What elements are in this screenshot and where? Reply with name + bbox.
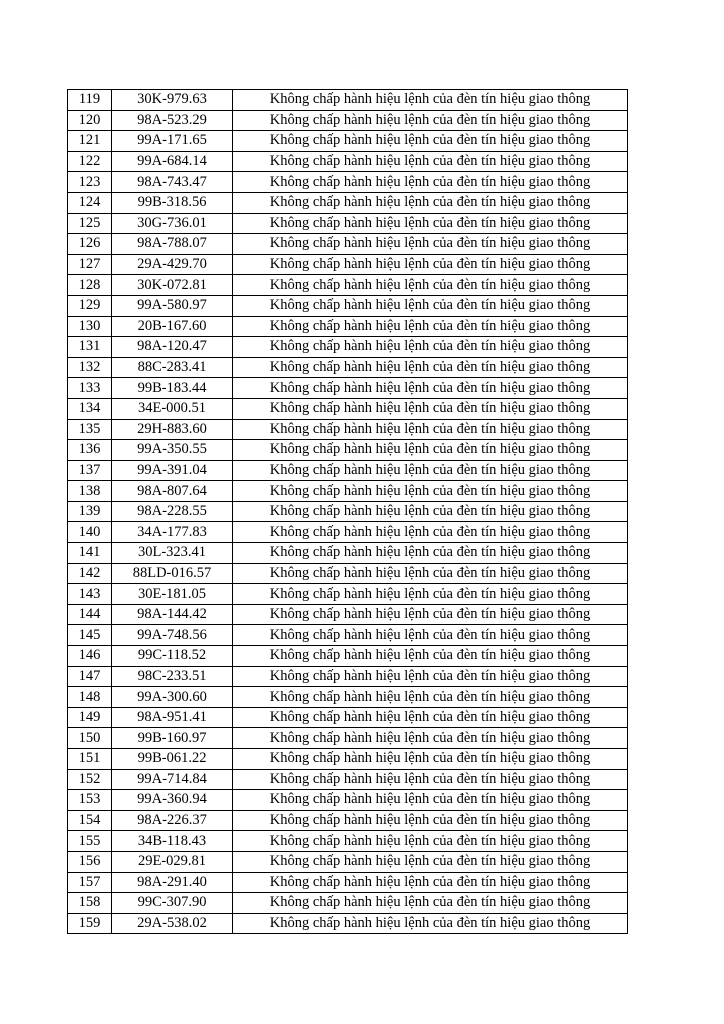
row-number-cell: 130 (68, 316, 112, 337)
license-plate-cell: 29H-883.60 (112, 419, 233, 440)
license-plate-cell: 30L-323.41 (112, 543, 233, 564)
violation-description-cell: Không chấp hành hiệu lệnh của đèn tín hiệu giao thông (233, 172, 628, 193)
license-plate-cell: 88C-283.41 (112, 357, 233, 378)
violation-description-cell: Không chấp hành hiệu lệnh của đèn tín hiệu giao thông (233, 893, 628, 914)
table-row (68, 831, 628, 852)
license-plate-cell: 29A-538.02 (112, 913, 233, 934)
table-row (68, 749, 628, 770)
table-row (68, 192, 628, 213)
row-number-cell: 154 (68, 810, 112, 831)
violation-description-cell: Không chấp hành hiệu lệnh của đèn tín hiệu giao thông (233, 810, 628, 831)
table-row (68, 131, 628, 152)
violations-table (67, 89, 628, 934)
table-row (68, 90, 628, 111)
violation-description-cell: Không chấp hành hiệu lệnh của đèn tín hiệu giao thông (233, 90, 628, 111)
table-row (68, 522, 628, 543)
table-row (68, 419, 628, 440)
table-row (68, 316, 628, 337)
license-plate-cell: 98A-228.55 (112, 501, 233, 522)
violation-description-cell: Không chấp hành hiệu lệnh của đèn tín hiệu giao thông (233, 790, 628, 811)
license-plate-cell: 30G-736.01 (112, 213, 233, 234)
row-number-cell: 136 (68, 440, 112, 461)
violation-description-cell: Không chấp hành hiệu lệnh của đèn tín hiệu giao thông (233, 357, 628, 378)
table-row (68, 254, 628, 275)
license-plate-cell: 30K-072.81 (112, 275, 233, 296)
license-plate-cell: 34E-000.51 (112, 398, 233, 419)
license-plate-cell: 99A-684.14 (112, 151, 233, 172)
violation-description-cell: Không chấp hành hiệu lệnh của đèn tín hiệu giao thông (233, 913, 628, 934)
violation-description-cell: Không chấp hành hiệu lệnh của đèn tín hiệu giao thông (233, 646, 628, 667)
table-row (68, 398, 628, 419)
license-plate-cell: 98A-788.07 (112, 234, 233, 255)
violation-description-cell: Không chấp hành hiệu lệnh của đèn tín hiệu giao thông (233, 295, 628, 316)
row-number-cell: 132 (68, 357, 112, 378)
license-plate-cell: 98A-226.37 (112, 810, 233, 831)
row-number-cell: 151 (68, 749, 112, 770)
table-row (68, 769, 628, 790)
violation-description-cell: Không chấp hành hiệu lệnh của đèn tín hiệu giao thông (233, 481, 628, 502)
license-plate-cell: 99C-307.90 (112, 893, 233, 914)
violation-description-cell: Không chấp hành hiệu lệnh của đèn tín hiệu giao thông (233, 584, 628, 605)
table-row (68, 295, 628, 316)
violation-description-cell: Không chấp hành hiệu lệnh của đèn tín hiệu giao thông (233, 316, 628, 337)
violation-description-cell: Không chấp hành hiệu lệnh của đèn tín hiệu giao thông (233, 543, 628, 564)
row-number-cell: 158 (68, 893, 112, 914)
violation-description-cell: Không chấp hành hiệu lệnh của đèn tín hiệu giao thông (233, 460, 628, 481)
violation-description-cell: Không chấp hành hiệu lệnh của đèn tín hiệu giao thông (233, 851, 628, 872)
license-plate-cell: 98A-144.42 (112, 604, 233, 625)
license-plate-cell: 34A-177.83 (112, 522, 233, 543)
violation-description-cell: Không chấp hành hiệu lệnh của đèn tín hiệu giao thông (233, 151, 628, 172)
violation-description-cell: Không chấp hành hiệu lệnh của đèn tín hiệu giao thông (233, 687, 628, 708)
table-row (68, 213, 628, 234)
violation-description-cell: Không chấp hành hiệu lệnh của đèn tín hiệu giao thông (233, 131, 628, 152)
table-row (68, 790, 628, 811)
table-row (68, 172, 628, 193)
violation-description-cell: Không chấp hành hiệu lệnh của đèn tín hiệu giao thông (233, 625, 628, 646)
violation-description-cell: Không chấp hành hiệu lệnh của đèn tín hiệu giao thông (233, 398, 628, 419)
row-number-cell: 146 (68, 646, 112, 667)
violation-description-cell: Không chấp hành hiệu lệnh của đèn tín hiệu giao thông (233, 337, 628, 358)
table-row (68, 851, 628, 872)
violation-description-cell: Không chấp hành hiệu lệnh của đèn tín hiệu giao thông (233, 254, 628, 275)
license-plate-cell: 99A-360.94 (112, 790, 233, 811)
license-plate-cell: 99A-748.56 (112, 625, 233, 646)
table-row (68, 501, 628, 522)
table-row (68, 810, 628, 831)
row-number-cell: 150 (68, 728, 112, 749)
row-number-cell: 129 (68, 295, 112, 316)
table-row (68, 913, 628, 934)
row-number-cell: 141 (68, 543, 112, 564)
license-plate-cell: 99A-300.60 (112, 687, 233, 708)
license-plate-cell: 20B-167.60 (112, 316, 233, 337)
violation-description-cell: Không chấp hành hiệu lệnh của đèn tín hiệu giao thông (233, 501, 628, 522)
license-plate-cell: 30K-979.63 (112, 90, 233, 111)
violation-description-cell: Không chấp hành hiệu lệnh của đèn tín hiệu giao thông (233, 110, 628, 131)
table-row (68, 234, 628, 255)
row-number-cell: 159 (68, 913, 112, 934)
violation-description-cell: Không chấp hành hiệu lệnh của đèn tín hiệu giao thông (233, 872, 628, 893)
row-number-cell: 127 (68, 254, 112, 275)
table-row (68, 666, 628, 687)
license-plate-cell: 99B-318.56 (112, 192, 233, 213)
violation-description-cell: Không chấp hành hiệu lệnh của đèn tín hiệu giao thông (233, 419, 628, 440)
table-row (68, 357, 628, 378)
row-number-cell: 128 (68, 275, 112, 296)
violation-description-cell: Không chấp hành hiệu lệnh của đèn tín hiệu giao thông (233, 604, 628, 625)
table-row (68, 728, 628, 749)
row-number-cell: 120 (68, 110, 112, 131)
row-number-cell: 152 (68, 769, 112, 790)
license-plate-cell: 98A-291.40 (112, 872, 233, 893)
table-row (68, 481, 628, 502)
violation-description-cell: Không chấp hành hiệu lệnh của đèn tín hiệu giao thông (233, 192, 628, 213)
row-number-cell: 157 (68, 872, 112, 893)
table-row (68, 584, 628, 605)
violations-table-body (68, 90, 628, 934)
row-number-cell: 123 (68, 172, 112, 193)
table-row (68, 440, 628, 461)
license-plate-cell: 99A-350.55 (112, 440, 233, 461)
license-plate-cell: 88LD-016.57 (112, 563, 233, 584)
table-row (68, 378, 628, 399)
table-row (68, 625, 628, 646)
license-plate-cell: 34B-118.43 (112, 831, 233, 852)
license-plate-cell: 98A-523.29 (112, 110, 233, 131)
violation-description-cell: Không chấp hành hiệu lệnh của đèn tín hiệu giao thông (233, 666, 628, 687)
license-plate-cell: 99A-714.84 (112, 769, 233, 790)
violation-description-cell: Không chấp hành hiệu lệnh của đèn tín hiệu giao thông (233, 707, 628, 728)
row-number-cell: 139 (68, 501, 112, 522)
row-number-cell: 155 (68, 831, 112, 852)
row-number-cell: 156 (68, 851, 112, 872)
table-row (68, 543, 628, 564)
violation-description-cell: Không chấp hành hiệu lệnh của đèn tín hiệu giao thông (233, 522, 628, 543)
row-number-cell: 121 (68, 131, 112, 152)
license-plate-cell: 30E-181.05 (112, 584, 233, 605)
row-number-cell: 119 (68, 90, 112, 111)
table-row (68, 872, 628, 893)
table-row (68, 707, 628, 728)
row-number-cell: 137 (68, 460, 112, 481)
row-number-cell: 147 (68, 666, 112, 687)
row-number-cell: 140 (68, 522, 112, 543)
violation-description-cell: Không chấp hành hiệu lệnh của đèn tín hiệu giao thông (233, 275, 628, 296)
violation-description-cell: Không chấp hành hiệu lệnh của đèn tín hiệu giao thông (233, 749, 628, 770)
license-plate-cell: 29A-429.70 (112, 254, 233, 275)
table-row (68, 275, 628, 296)
row-number-cell: 134 (68, 398, 112, 419)
table-row (68, 110, 628, 131)
license-plate-cell: 99A-580.97 (112, 295, 233, 316)
row-number-cell: 149 (68, 707, 112, 728)
violation-description-cell: Không chấp hành hiệu lệnh của đèn tín hiệu giao thông (233, 378, 628, 399)
table-row (68, 460, 628, 481)
license-plate-cell: 98C-233.51 (112, 666, 233, 687)
license-plate-cell: 98A-951.41 (112, 707, 233, 728)
table-row (68, 563, 628, 584)
table-row (68, 893, 628, 914)
table-row (68, 151, 628, 172)
row-number-cell: 125 (68, 213, 112, 234)
license-plate-cell: 98A-743.47 (112, 172, 233, 193)
row-number-cell: 135 (68, 419, 112, 440)
table-row (68, 687, 628, 708)
row-number-cell: 133 (68, 378, 112, 399)
violation-description-cell: Không chấp hành hiệu lệnh của đèn tín hiệu giao thông (233, 728, 628, 749)
license-plate-cell: 29E-029.81 (112, 851, 233, 872)
license-plate-cell: 99B-160.97 (112, 728, 233, 749)
table-row (68, 604, 628, 625)
license-plate-cell: 99A-171.65 (112, 131, 233, 152)
row-number-cell: 138 (68, 481, 112, 502)
license-plate-cell: 99B-061.22 (112, 749, 233, 770)
row-number-cell: 126 (68, 234, 112, 255)
violation-description-cell: Không chấp hành hiệu lệnh của đèn tín hiệu giao thông (233, 563, 628, 584)
violation-description-cell: Không chấp hành hiệu lệnh của đèn tín hiệu giao thông (233, 234, 628, 255)
license-plate-cell: 99C-118.52 (112, 646, 233, 667)
row-number-cell: 145 (68, 625, 112, 646)
row-number-cell: 153 (68, 790, 112, 811)
license-plate-cell: 99A-391.04 (112, 460, 233, 481)
row-number-cell: 148 (68, 687, 112, 708)
violation-description-cell: Không chấp hành hiệu lệnh của đèn tín hiệu giao thông (233, 440, 628, 461)
row-number-cell: 143 (68, 584, 112, 605)
license-plate-cell: 99B-183.44 (112, 378, 233, 399)
violation-description-cell: Không chấp hành hiệu lệnh của đèn tín hiệu giao thông (233, 831, 628, 852)
license-plate-cell: 98A-807.64 (112, 481, 233, 502)
violation-description-cell: Không chấp hành hiệu lệnh của đèn tín hiệu giao thông (233, 213, 628, 234)
table-row (68, 337, 628, 358)
row-number-cell: 124 (68, 192, 112, 213)
row-number-cell: 144 (68, 604, 112, 625)
violation-description-cell: Không chấp hành hiệu lệnh của đèn tín hiệu giao thông (233, 769, 628, 790)
row-number-cell: 131 (68, 337, 112, 358)
row-number-cell: 122 (68, 151, 112, 172)
table-row (68, 646, 628, 667)
row-number-cell: 142 (68, 563, 112, 584)
license-plate-cell: 98A-120.47 (112, 337, 233, 358)
